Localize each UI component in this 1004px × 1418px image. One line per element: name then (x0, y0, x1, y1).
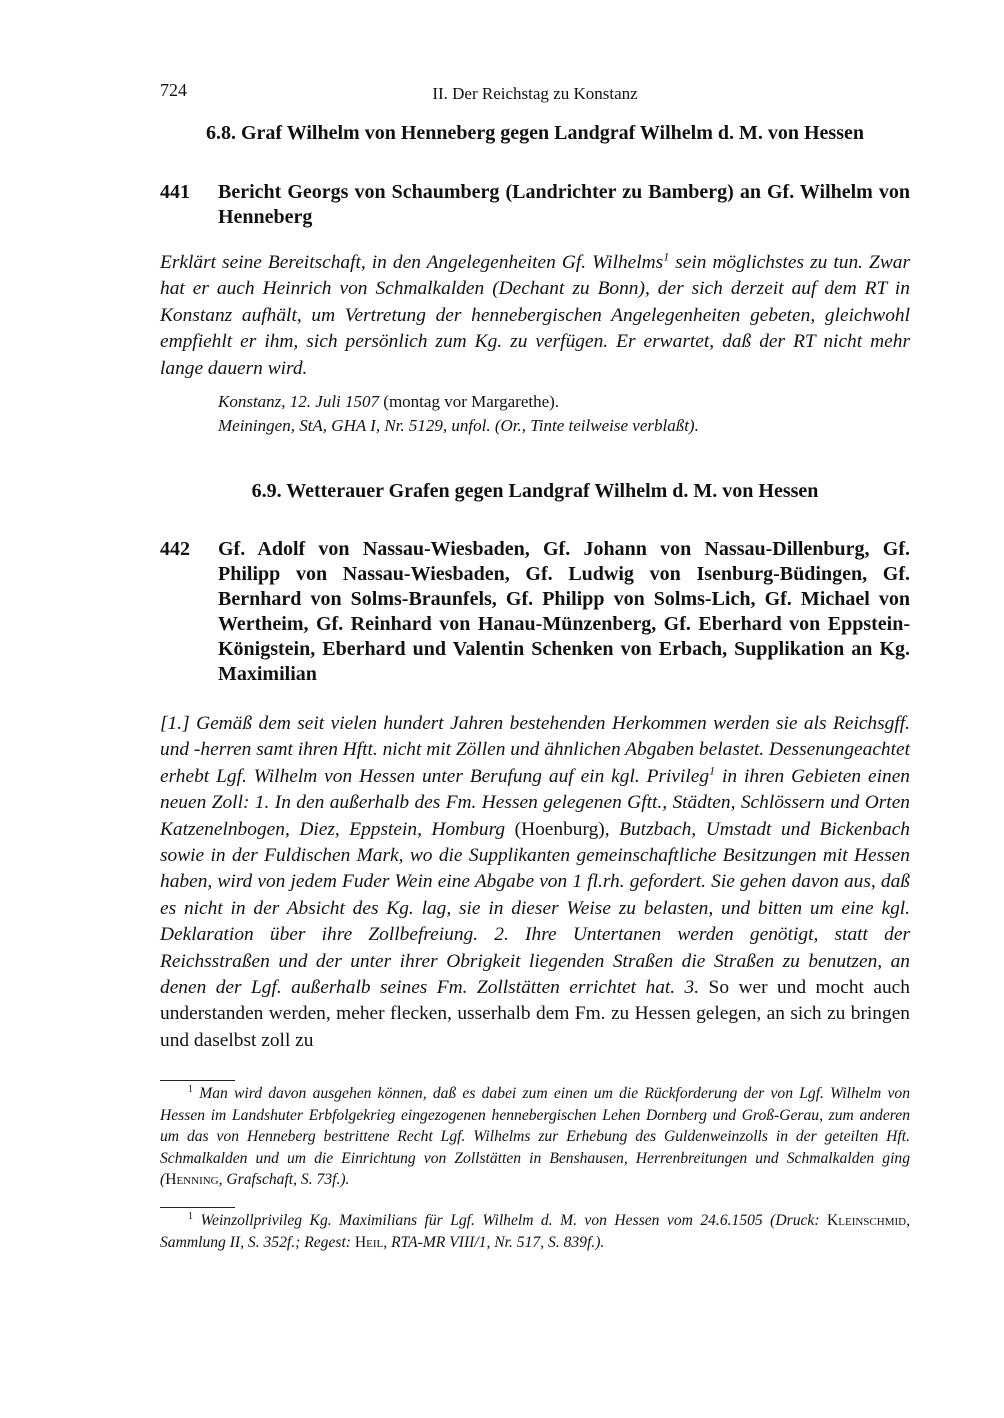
entry-title: Bericht Georgs von Schaumberg (Landrichter zu Bamberg) an Gf. Wilhelm von Henneberg (218, 181, 910, 228)
section-title-6-9: 6.9. Wetterauer Grafen gegen Landgraf Wilhelm d. M. von Hessen (251, 480, 819, 502)
footnote-reference: 1 (709, 763, 716, 778)
date-place: Konstanz, 12. Juli 1507 (218, 392, 380, 411)
summary-text: Erklärt seine Bereitschaft, in den Angelegenheiten Gf. Wilhelms (160, 252, 664, 273)
footnote-text: , RTA-MR VIII/1, Nr. 517, S. 839f.). (383, 1233, 605, 1251)
footnote-author: Heil (354, 1233, 384, 1251)
page-number: 724 (160, 80, 187, 100)
summary-text: [1.] Gemäß dem seit vielen hundert Jahren bestehenden Herkommen werden sie als Reichsgff. und -herren samt ihren Hftt. nicht mit Zöllen und ähnlichen Abgaben belastet. Dessenungeachtet erhebt Lgf. Wilhelm von Hessen unter Berufung auf ein kgl. Privileg (160, 713, 911, 787)
footnote-rule (160, 1080, 235, 1081)
footnote-mark: 1 (188, 1210, 193, 1222)
footnote-author: Henning (165, 1171, 219, 1189)
section-title-6-8: 6.8. Graf Wilhelm von Henneberg gegen Landgraf Wilhelm d. M. von Hessen (206, 122, 864, 144)
running-title: II. Der Reichstag zu Konstanz (432, 84, 638, 103)
entry-441-source (218, 390, 910, 438)
entry-441-heading (160, 180, 910, 230)
footnote-2 (160, 1210, 910, 1253)
footnote-text: , Sammlung II, S. 352f.; Regest: (160, 1212, 910, 1251)
page-header (160, 80, 910, 106)
summary-quote: (Hoenburg), (514, 818, 610, 840)
footnote-author: Kleinschmid (827, 1212, 907, 1229)
entry-number: 441 (160, 181, 190, 203)
date-original: (montag vor Margarethe). (379, 392, 560, 411)
footnote-mark: 1 (188, 1083, 193, 1095)
summary-text: sein möglichstes zu tun. Zwar hat er auch Heinrich von Schmalkalden (Dechant zu Bonn), der sich derzeit auf dem RT in Konstanz aufhält, um Vertretung der hennebergischen Angelegenheiten gebeten, gleichwohl empfiehlt er ihm, sich persönlich zum Kg. zu verfügen. Er erwartet, daß der RT nicht mehr lange dauern wird. (160, 252, 910, 379)
entry-number: 442 (160, 538, 190, 560)
date-line (218, 390, 910, 414)
summary-text: Butzbach, Umstadt und Bickenbach sowie in der Fuldischen Mark, wo die Supplikanten gemeinschaftliche Besitzungen mit Hessen haben, wird von jedem Fuder Wein eine Abgabe von 1 fl.rh. gefordert. Sie gehen davon aus, daß es nicht in der Absicht des Kg. lag, sie in dieser Weise zu belasten, und bitten um eine kgl. Deklaration über ihre Zollbefreiung. 2. Ihre Untertanen werden genötigt, statt der Reichsstraßen und der unter ihrer Obrigkeit liegenden Straßen die Straßen zu benutzen, an denen der Lgf. außerhalb seines Fm. Zollstätten errichtet hat. 3. (160, 818, 910, 999)
entry-441-summary (160, 250, 910, 382)
archive-reference: Meiningen, StA, GHA I, Nr. 5129, unfol. (Or., Tinte teilweise verblaßt). (218, 416, 699, 435)
footnote-text: Weinzollprivileg Kg. Maximilians für Lgf. Wilhelm d. M. von Hessen vom 24.6.1505 (Druck: (193, 1212, 827, 1229)
footnote-text: , Grafschaft, S. 73f.). (218, 1171, 350, 1189)
footnote-rule (160, 1207, 235, 1208)
footnote-1 (160, 1083, 910, 1191)
footnote-reference: 1 (663, 249, 670, 264)
entry-442-summary (160, 711, 910, 1054)
summary-text: in ihren Gebieten einen neuen Zoll: 1. In den außerhalb des Fm. Hessen gelegenen Gftt., Städten, Schlössern und Orten Katzenelnbogen, Diez, Eppstein, Homburg (160, 765, 910, 840)
summary-quote: So wer und mocht auch understanden werden, meher flecken, usserhalb dem Fm. zu Hessen gelegen, an sich zu bringen und daselbst zoll zu (160, 977, 910, 1051)
entry-title: Gf. Adolf von Nassau-Wiesbaden, Gf. Johann von Nassau-Dillenburg, Gf. Philipp von Nassau-Wiesbaden, Gf. Ludwig von Isenburg-Büdingen, Gf. Bernhard von Solms-Braunfels, Gf. Philipp von Solms-Lich, Gf. Michael von Wertheim, Gf. Reinhard von Hanau-Münzenberg, Gf. Eberhard von Eppstein-Königstein, Eberhard und Valentin Schenken von Erbach, Supplikation an Kg. Maximilian (218, 538, 910, 685)
footnote-text: Man wird davon ausgehen können, daß es dabei zum einen um die Rückforderung der von Lgf. Wilhelm von Hessen im Landshuter Erbfolgekrieg eingezogenen hennebergischen Lehen Dornberg und Groß-Gerau, zum anderen um das von Henneberg bestrittene Recht Lgf. Wilhelms zur Erhebung des Guldenweinzolls in der geteilten Hft. Schmalkalden und um die Einrichtung von Zollstätten in Benshausen, Herrenbreitungen und Schmalkalden ging ( (160, 1085, 910, 1189)
entry-442-heading (160, 537, 910, 687)
